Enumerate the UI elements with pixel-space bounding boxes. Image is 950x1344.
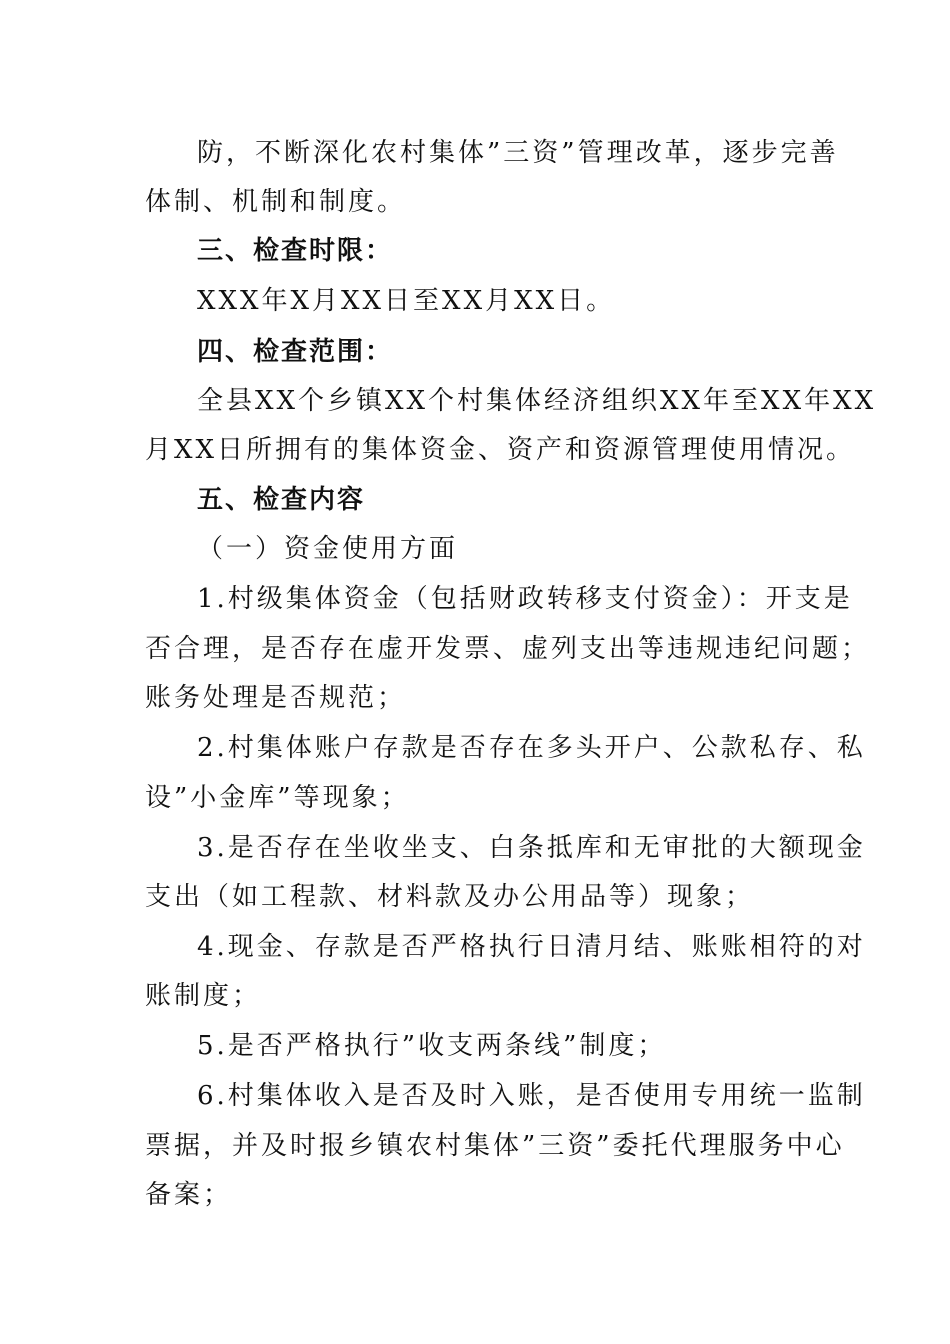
list-item-line: 4.现金、存款是否严格执行日清月结、账账相符的对	[197, 932, 866, 962]
list-item-line: 否合理，是否存在虚开发票、虚列支出等违规违纪问题；	[145, 634, 871, 664]
paragraph-line: XXX年X月XX日至XX月XX日。	[197, 286, 616, 316]
section-heading-time-limit: 三、检查时限：	[197, 236, 394, 266]
list-item-line: 3.是否存在坐收坐支、白条抵库和无审批的大额现金	[197, 833, 866, 863]
list-item-line: 2.村集体账户存款是否存在多头开户、公款私存、私	[197, 733, 866, 763]
section-heading-content: 五、检查内容	[197, 485, 366, 515]
paragraph-line: 全县XX个乡镇XX个村集体经济组织XX年至XX年XX	[197, 386, 877, 416]
paragraph-line: 防，不断深化农村集体”三资”管理改革，逐步完善	[197, 138, 839, 168]
subsection-heading-funds: （一）资金使用方面	[197, 534, 459, 564]
list-item-line: 账制度；	[145, 981, 262, 1011]
list-item-line: 票据，并及时报乡镇农村集体”三资”委托代理服务中心	[145, 1131, 845, 1161]
list-item-line: 1.村级集体资金（包括财政转移支付资金）：开支是	[197, 584, 853, 614]
list-item-line: 备案；	[145, 1180, 233, 1210]
paragraph-line: 体制、机制和制度。	[145, 187, 407, 217]
paragraph-line: 月XX日所拥有的集体资金、资产和资源管理使用情况。	[145, 435, 856, 465]
list-item-line: 支出（如工程款、材料款及办公用品等）现象；	[145, 882, 755, 912]
list-item-line: 账务处理是否规范；	[145, 683, 407, 713]
list-item-line: 设”小金库”等现象；	[145, 783, 410, 813]
list-item-line: 6.村集体收入是否及时入账，是否使用专用统一监制	[197, 1081, 866, 1111]
list-item-line: 5.是否严格执行”收支两条线”制度；	[197, 1031, 667, 1061]
section-heading-scope: 四、检查范围：	[197, 337, 394, 367]
